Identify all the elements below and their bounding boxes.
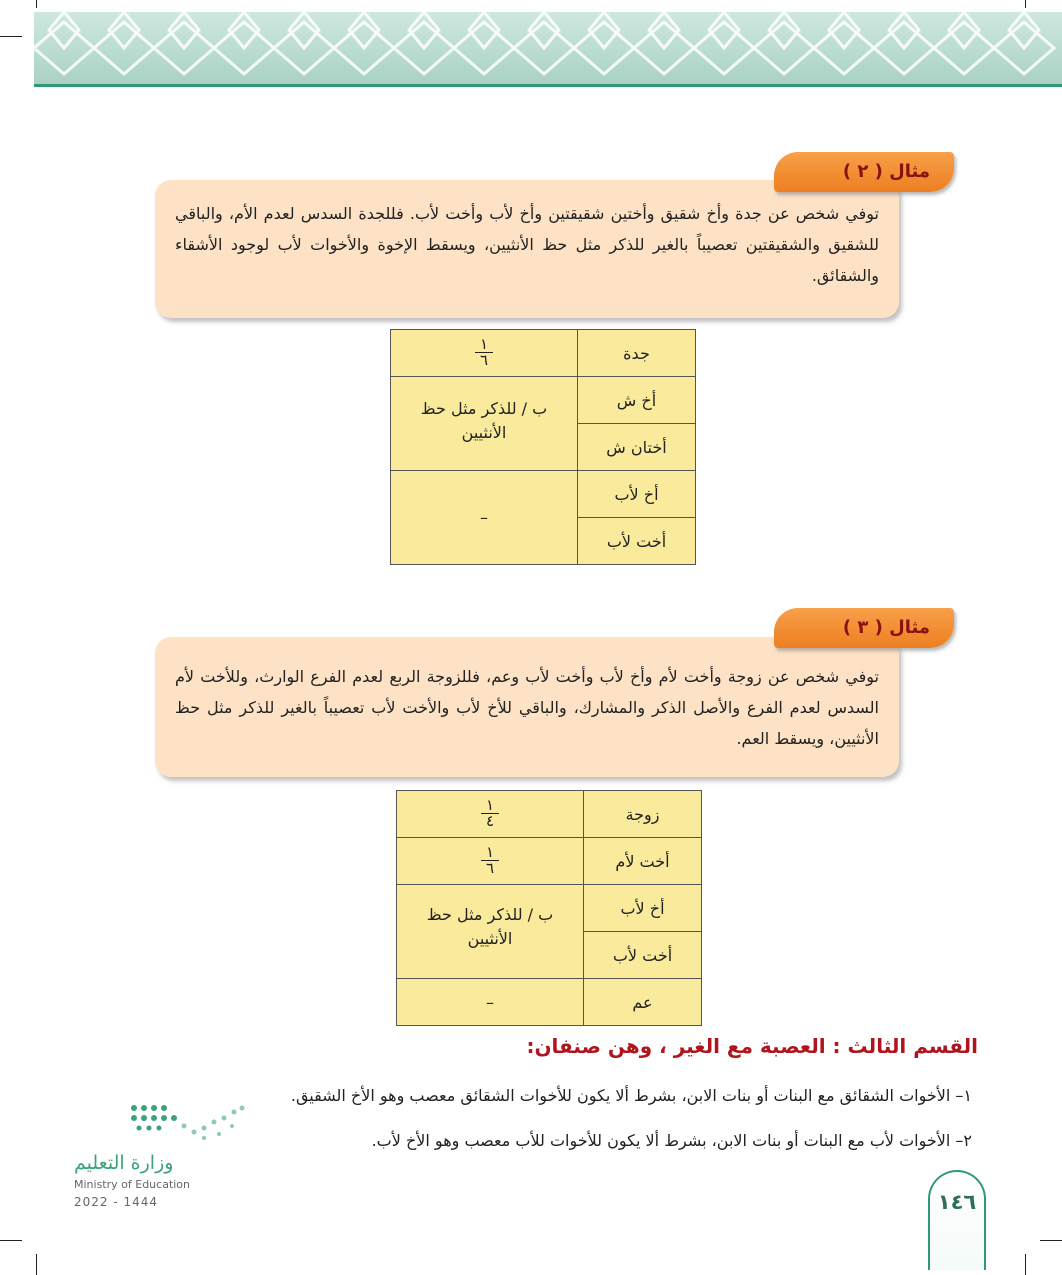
fraction [481, 798, 499, 829]
section-title: القسم الثالث : العصبة مع الغير ، وهن صنفان: [526, 1034, 978, 1058]
logo-year: 2022 - 1444 [74, 1195, 159, 1209]
example-2-table [390, 329, 696, 565]
example-3-tag: مثال ( ٣ ) [774, 608, 954, 648]
heir-cell: أخت لأب [584, 932, 702, 979]
crop-mark [0, 1240, 22, 1241]
fraction-denominator: ٦ [485, 859, 495, 877]
fraction-numerator: ١ [481, 845, 499, 861]
heir-cell: أخت لأم [584, 838, 702, 885]
heir-cell: أخ ش [578, 377, 696, 424]
example-2-text: توفي شخص عن جدة وأخ شقيق وأختين شقيقتين وأخ لأب وأخت لأب. فللجدة السدس لعدم الأم، والباقي للشقيق والشقيقتين تعصيباً بالغير للذكر مثل حظ الأنثيين، ويسقط الإخوة والأخوات لأب لوجود الأشقاء والشقائق. [175, 204, 879, 285]
crop-mark [0, 36, 22, 37]
example-3-table [396, 790, 702, 1026]
crop-mark [1040, 1240, 1062, 1241]
example-3-text: توفي شخص عن زوجة وأخت لأم وأخ لأب وأخت لأب وعم، فللزوجة الربع لعدم الفرع الوارث، وللأخت لأم السدس لعدم الفرع والأصل الذكر والمشارك، والباقي للأخ لأب والأخت لأب تعصيباً بالغير للذكر مثل حظ الأنثيين، ويسقط العم. [175, 667, 879, 748]
crop-mark [36, 1254, 37, 1275]
crop-mark [1025, 0, 1026, 8]
heir-cell: عم [584, 979, 702, 1026]
example-2-box [155, 180, 899, 318]
heir-cell: أخت لأب [578, 518, 696, 565]
page-number: ١٤٦ [937, 1190, 977, 1214]
crop-mark [36, 0, 37, 8]
share-text: ب / للذكر مثل حظ الأنثيين [420, 399, 548, 442]
example-2-tag: مثال ( ٢ ) [774, 152, 954, 192]
fraction-denominator: ٤ [485, 812, 495, 830]
share-text: ب / للذكر مثل حظ الأنثيين [426, 905, 554, 948]
share-cell [397, 838, 584, 885]
share-cell [397, 885, 584, 979]
heir-cell: أخ لأب [584, 885, 702, 932]
logo-arabic-text: وزارة التعليم [74, 1152, 174, 1174]
fraction-denominator: ٦ [479, 351, 489, 369]
share-cell [397, 791, 584, 838]
list-item: ٢– الأخوات لأب مع البنات أو بنات الابن، بشرط ألا يكون للأخوات للأب معصب وهو الأخ لأب. [371, 1131, 972, 1150]
heir-cell: جدة [578, 330, 696, 377]
example-3-box [155, 637, 899, 777]
fraction [475, 337, 493, 368]
fraction-numerator: ١ [475, 337, 493, 353]
fraction [481, 845, 499, 876]
heir-cell: زوجة [584, 791, 702, 838]
list-item: ١– الأخوات الشقائق مع البنات أو بنات الابن، بشرط ألا يكون للأخوات الشقائق معصب وهو الأخ الشقيق. [290, 1086, 972, 1105]
crop-mark [1025, 1254, 1026, 1275]
share-cell [391, 377, 578, 471]
logo-dots-icon [124, 1098, 304, 1148]
page-number-tab [928, 1170, 986, 1270]
share-cell: – [391, 471, 578, 565]
fraction-numerator: ١ [481, 798, 499, 814]
ministry-logo [74, 1098, 254, 1218]
share-cell: – [397, 979, 584, 1026]
header-ornament [34, 12, 1062, 84]
heir-cell: أخ لأب [578, 471, 696, 518]
share-cell [391, 330, 578, 377]
logo-english-text: Ministry of Education [74, 1178, 191, 1191]
header-divider [34, 84, 1062, 87]
heir-cell: أختان ش [578, 424, 696, 471]
